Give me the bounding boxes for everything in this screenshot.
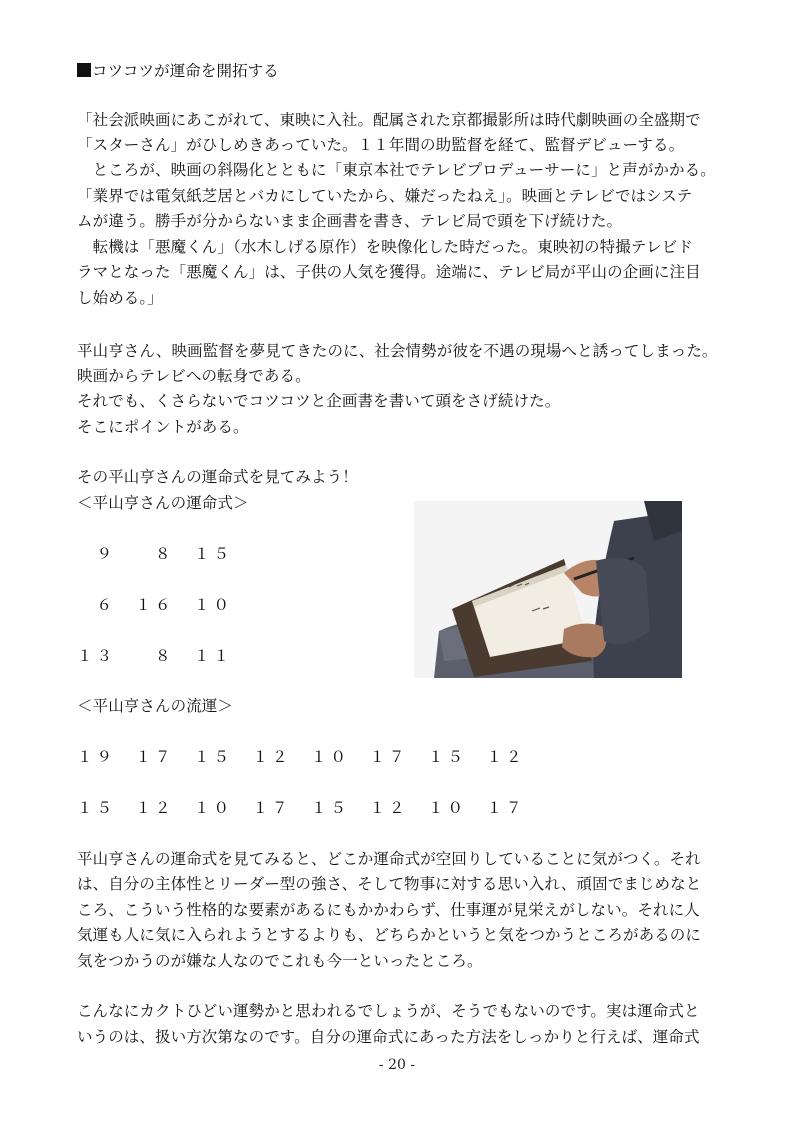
analysis-line: 気運も人に気に入られようとするよりも、どちらかというと気をつかうところがあるのに [77,926,702,944]
analysis-line: 平山亨さんの運命式を見てみると、どこか運命式が空回りしていることに気がつく。それ [77,850,701,868]
analysis-line: ころ、こういう性格的な要素があるにもかかわらず、仕事運が見栄えがしない。それに人 [77,901,700,919]
analysis-line: は、自分の主体性とリーダー型の強さ、そして物事に対する思い入れ、頑固でまじめなと [77,875,702,893]
flow-row: １５ １２ １０ １７ １５ １２ １０ １７ [77,799,526,817]
formula-label: ＜平山亨さんの運命式＞ [77,494,249,512]
closing-line: いうのは、扱い方次第なのです。自分の運命式にあった方法をしっかりと行えば、運命式 [77,1028,700,1046]
notebook-photo-illustration [414,501,682,678]
photo-writing-in-notebook [414,501,682,678]
quote-line: ムが違う。勝手が分からないまま企画書を書き、テレビ局で頭を下げ続けた。 [77,212,623,230]
quote-line: 「スターさん」がひしめきあっていた。１１年間の助監督を経て、監督デビューする。 [77,136,685,154]
quote-line: し始める。」 [77,289,163,307]
quote-line: 転機は「悪魔くん」（水木しげる原作）を映像化した時だった。東映初の特撮テレビド [77,238,693,256]
quote-line: 「業界では電気紙芝居とバカにしていたから、嫌だったねえ」。映画とテレビではシステ [77,187,693,205]
section-heading-text: コツコツが運命を開拓する [92,62,279,80]
quote-line: ところが、映画の斜陽化とともに「東京本社でテレビプロデューサーに」と声がかかる。 [77,161,716,179]
quote-line: 「社会派映画にあこがれて、東映に入社。配属された京都撮影所は時代劇映画の全盛期で [77,111,701,129]
square-bullet-icon [77,63,91,77]
commentary-line: それでも、くさらないでコツコツと企画書を書いて頭をさげ続けた。 [77,392,561,410]
commentary-line: 平山亨さん、映画監督を夢見てきたのに、社会情勢が彼を不遇の現場へと誘ってしまった。 [77,342,718,360]
flow-row: １９ １７ １５ １２ １０ １７ １５ １２ [77,748,526,766]
section-heading [77,59,722,84]
commentary-line: そこにポイントがある。 [77,418,249,436]
formula-row: １３ ８ １１ [77,647,234,665]
quote-line: ラマとなった「悪魔くん」は、子供の人気を獲得。途端に、テレビ局が平山の企画に注目 [77,263,701,281]
intro-line: その平山亨さんの運命式を見てみよう！ [77,468,358,486]
closing-line: こんなにカクトひどい運勢かと思われるでしょうが、そうでもないのです。実は運命式と [77,1002,700,1020]
commentary-line: 映画からテレビへの転身である。 [77,367,311,385]
page-number: - 20 - [378,1057,416,1073]
formula-row: ６ １６ １０ [77,596,234,614]
analysis-line: 気をつかうのが嫌な人なのでこれも今一といったところ。 [77,952,483,970]
formula-row: ９ ８ １５ [77,545,234,563]
flow-label: ＜平山亨さんの流運＞ [77,697,234,715]
